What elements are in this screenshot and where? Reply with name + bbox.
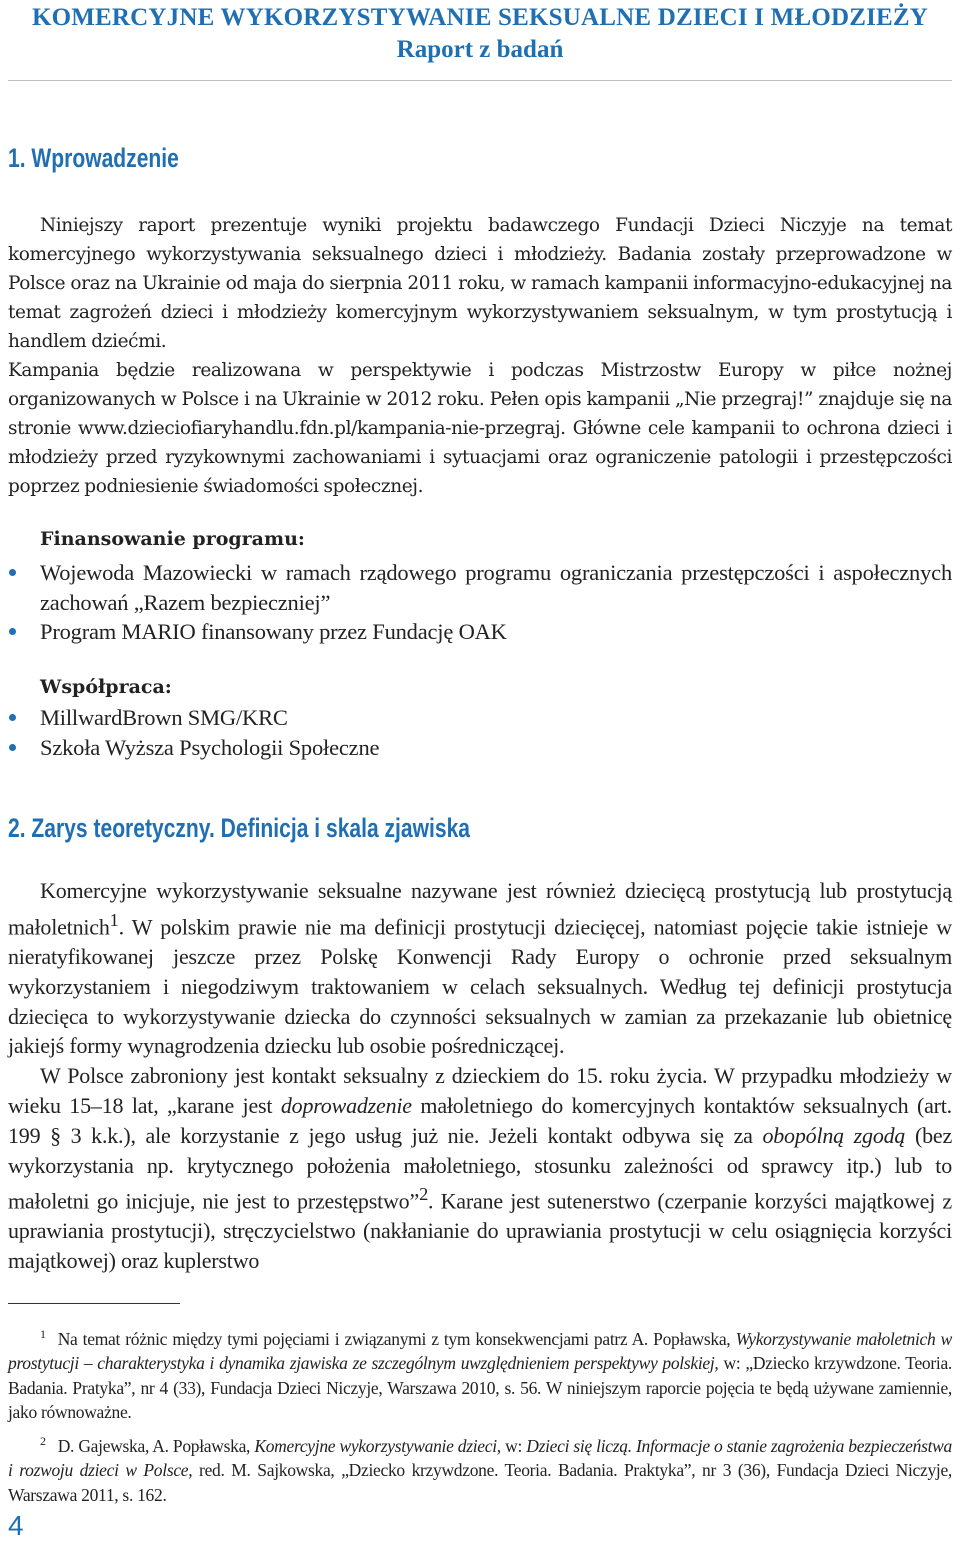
funding-list <box>8 558 952 647</box>
section-heading-introduction: 1. Wprowadzenie <box>8 143 179 173</box>
paragraph: Komercyjne wykorzystywanie seksualne nazywane jest również dziecięcą prostytucją lub prostytucją małoletnich$^1$. W polskim prawie nie ma definicji prostytucji dziecięcej, natomiast pojęcie takie istnieje w nieratyfikowanej jeszcze przez Polskę Konwencji Rady Europy o ochronie przed seksualnym wykorzystaniem i niegodziwym traktowaniem w celach seksualnych. Według tej definicji prostytucja dziecięca to wykorzystywanie dziecka do czynności seksualnych w zamian za przekazanie lub obietnicę jakiejś formy wynagrodzenia dziecku lub osobie pośredniczącej. <box>8 878 952 1059</box>
theory-text <box>8 876 952 1276</box>
paragraph: Niniejszy raport prezentuje wyniki projektu badawczego Fundacji Dzieci Niczyje na temat komercyjnego wykorzystywania seksualnego dzieci i młodzieży. Badania zostały przeprowadzone w Polsce oraz na Ukrainie od maja do sierpnia 2011 roku, w ramach kampanii informacyjno-edukacyjnej na temat zagrożeń dzieci i młodzieży komercyjnym wykorzystywaniem seksualnym, w tym prostytucją i handlem dziećmi. <box>8 215 952 352</box>
footnote-ref[interactable]: 1 <box>109 909 119 930</box>
footnotes <box>8 1322 952 1511</box>
report-subtitle: Raport z badań <box>396 36 564 63</box>
funding-title: Finansowanie programu: <box>40 528 305 550</box>
section-heading-theory: 2. Zarys teoretyczny. Definicja i skala zjawiska <box>8 813 471 843</box>
list-item: Szkoła Wyższa Psychologii Społeczne <box>8 733 952 763</box>
cooperation-list <box>8 703 952 762</box>
header-divider <box>8 80 952 81</box>
introduction-text <box>8 211 952 501</box>
paragraph: Kampania będzie realizowana w perspektywie i podczas Mistrzostw Europy w piłce nożnej organizowanych w Polsce i na Ukrainie w 2012 roku. Pełen opis kampanii „Nie przegraj!” znajduje się na stronie www.dzieciofiaryhandlu.fdn.pl/kampania-nie-przegraj. Główne cele kampanii to ochrona dzieci i młodzieży przed ryzykownymi zachowaniami i sytuacjami oraz ograniczenie patologii i przestępczości poprzez podniesienie świadomości społecznej. <box>8 360 952 497</box>
list-item: MillwardBrown SMG/KRC <box>8 703 952 733</box>
paragraph: W Polsce zabroniony jest kontakt seksualny z dzieckiem do 15. roku życia. W przypadku młodzieży w wieku 15–18 lat, „karane jest doprowadzenie małoletniego do komercyjnych kontaktów seksualnych (art. 199 § 3 k.k.), ale korzystanie z jego usług już nie. Jeżeli kontakt odbywa się za obopólną zgodą (bez wykorzystania np. krytycznego położenia małoletniego, stosunku zależności od sprawcy itp.) lub to małoletni go inicjuje, nie jest to przestępstwo”$^2$. Karane jest sutenerstwo (czerpanie korzyści majątkowej z uprawiania prostytucji), stręczycielstwo (nakłanianie do uprawiania prostytucji w celu osiągnięcia korzyści majątkowej) oraz kuplerstwo <box>8 1063 953 1274</box>
report-header <box>0 2 960 66</box>
cooperation-title: Współpraca: <box>40 676 172 698</box>
footnote: $^1$ Na temat różnic między tymi pojęciami i związanymi z tym konsekwencjami patrz A. Popławska, Wykorzystywanie małoletnich w prostytucji – charakterystyka i dynamika zjawiska ze szczególnym uwzględnieniem perspektywy polskiej, w: „Dziecko krzywdzone. Teoria. Badania. Pratyka”, nr 4 (33), Fundacja Dzieci Niczyje, Warszawa 2010, s. 56. W niniejszym raporcie pojęcia te będą używane zamiennie, jako równoważne. <box>8 1327 952 1423</box>
list-item: Program MARIO finansowany przez Fundację OAK <box>8 617 952 647</box>
footnote: $^2$ D. Gajewska, A. Popławska, Komercyjne wykorzystywanie dzieci, w: Dzieci się liczą. Informacje o stanie zagrożenia bezpieczeństwa i rozwoju dzieci w Polsce, red. M. Sajkowska, „Dziecko krzywdzone. Teoria. Badania. Praktyka”, nr 3 (36), Fundacja Dzieci Niczyje, Warszawa 2011, s. 162. <box>8 1433 952 1505</box>
page-number: 4 <box>8 1510 24 1541</box>
list-item: Wojewoda Mazowiecki w ramach rządowego programu ograniczania przestępczości i aspołecznych zachowań „Razem bezpieczniej” <box>8 558 952 617</box>
footnote-divider <box>8 1303 180 1304</box>
footnote-ref[interactable]: 2 <box>419 1184 429 1205</box>
report-title: KOMERCYJNE WYKORZYSTYWANIE SEKSUALNE DZIECI I MŁODZIEŻY <box>31 4 929 31</box>
